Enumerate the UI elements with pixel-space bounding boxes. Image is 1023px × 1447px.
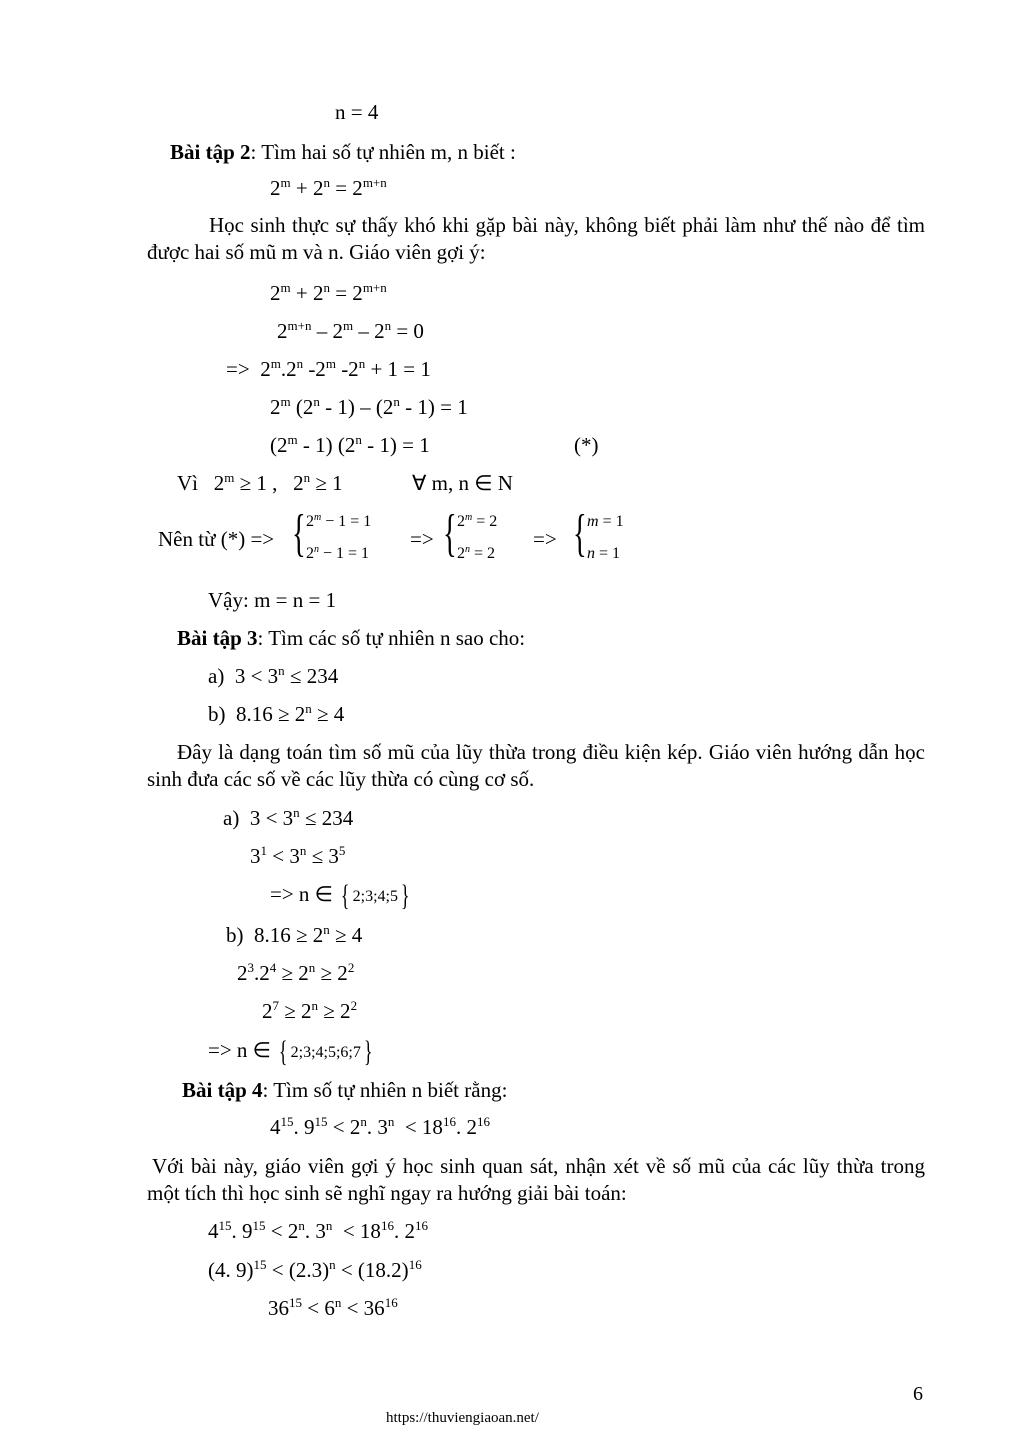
system-1-row-1: $2^m - 1 = 1$ [306,512,372,530]
exercise-2-equation: $2^m + 2^n = 2^{m+n}$ [270,175,387,200]
exercise-3-label: Bài tập 3 [177,626,258,650]
brace-icon: { [292,505,306,562]
exercise-2-step-3: => 2$^m$.2$^n$ -2$^m$ $-2^n + 1 = 1$ [226,356,431,381]
system-1-row-2: $2^n - 1 = 1$ [306,544,370,562]
system-2-row-1: $2^m = 2$ [457,512,498,530]
exercise-2-heading [170,139,516,165]
brace-icon: { [573,505,587,562]
exercise-2-step-1: $2^m + 2^n = 2^{m+n}$ [270,280,387,305]
exercise-2-step-2: $2^{m+n} - 2^m - 2^n = 0$ [277,318,424,343]
exercise-3-text: : Tìm các số tự nhiên n sao cho: [257,626,526,650]
system-3-row-2: n = 1 [587,545,621,562]
exercise-4-heading [182,1077,507,1103]
exercise-4-text: : Tìm số tự nhiên n biết rằng: [262,1078,508,1102]
exercise-2-since-line: Vì $2^m \ge 1$ , $2^n \ge 1$ [177,470,343,495]
therefore-label: Nên từ (*) => [158,527,275,551]
exercise-2-paragraph: Học sinh thực sự thấy khó khi gặp bài này, không biết phải làm như thế nào để tìm được hai số mũ m và n. Giáo viên gợi ý: [147,213,925,264]
conclusion-line: Vậy: m = n = 1 [208,588,337,612]
forall-clause: ∀ m, n ∈ N [412,471,513,495]
solution-b-result: => n ∈ { 2;3;4;5;6;7} [208,1035,373,1068]
exercise-2-step-5: (2$^m$ - 1) (2$^n$ - 1) = 1 [270,432,430,457]
exercise-4-label: Bài tập 4 [182,1078,263,1102]
exercise-3-part-a: a) $3 < 3^n \le 234$ [208,663,339,688]
solution-b-line-3: $2^7 \ge 2^n \ge 2^2$ [262,998,358,1023]
exercise-3-heading [177,625,525,651]
solution-a-result: => n ∈ { 2;3;4;5} [270,879,410,912]
solution-b-line-2: $2^3.2^4 \ge 2^n \ge 2^2$ [237,960,355,985]
system-2-row-2: $2^n = 2$ [457,544,496,562]
exercise-4-step-3: $36^{15} < 6^n < 36^{16}$ [268,1295,398,1320]
solution-a-line-1: a) $3 < 3^n \le 234$ [223,805,354,830]
system-3-row-1: m = 1 [587,513,624,530]
exercise-2-label: Bài tập 2 [170,140,251,164]
implies-arrow-2: => [533,527,557,551]
page-number: 6 [913,1383,923,1405]
exercise-3-paragraph: Đây là dạng toán tìm số mũ của lũy thừa trong điều kiện kép. Giáo viên hướng dẫn học sinh đưa các số về các lũy thừa có cùng cơ số. [147,740,925,791]
solution-b-line-1: b) $8.16 \ge 2^n \ge 4$ [226,922,363,947]
exercise-4-paragraph: Với bài này, giáo viên gợi ý học sinh quan sát, nhận xét về số mũ của các lũy thừa trong một tích thì học sinh sẽ nghĩ ngay ra hướng giải bài toán: [147,1154,925,1205]
exercise-4-step-1: $4^{15}$. $9^{15} < 2^n$. $3^n < 18^{16}$. $2^{16}$ [208,1218,428,1243]
exercise-4-step-2: (4. $9)^{15} < (2.3)^n < (18.2)^{16}$ [208,1257,422,1282]
equation-marker-star: (*) [574,433,599,457]
exercise-4-equation: $4^{15}$. $9^{15} < 2^n$. $3^n < 18^{16}$. $2^{16}$ [270,1114,490,1139]
brace-icon: { [443,505,457,562]
implies-arrow-1: => [410,527,434,551]
exercise-2-text: : Tìm hai số tự nhiên m, n biết : [250,140,516,164]
exercise-3-part-b: b) $8.16 \ge 2^n \ge 4$ [208,701,345,726]
line-n-equals-4: n = 4 [335,100,379,124]
solution-a-line-2: $3^1 < 3^n \le 3^5$ [250,843,346,868]
exercise-2-step-4: 2$^m$ (2$^n$ - 1) – (2$^n$ - 1) = 1 [270,394,468,419]
footer-url[interactable]: https://thuviengiaoan.net/ [386,1410,539,1426]
